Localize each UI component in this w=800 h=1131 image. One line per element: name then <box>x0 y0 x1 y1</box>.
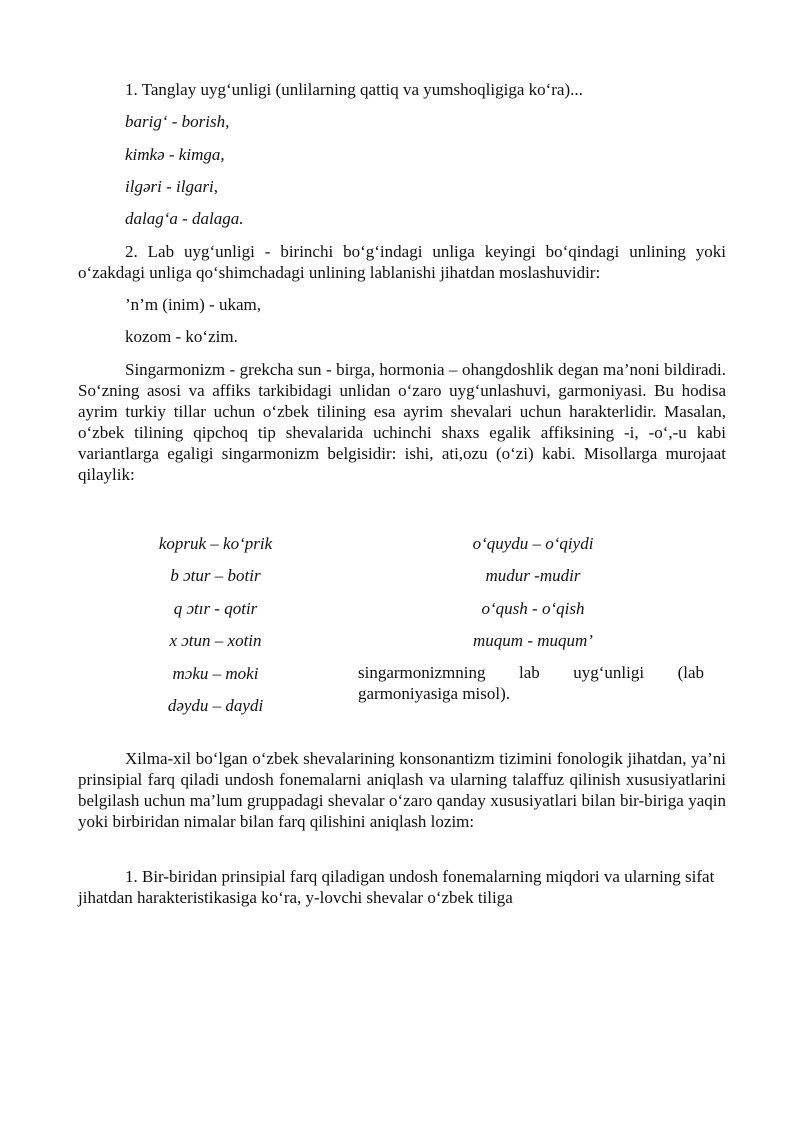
paragraph-konsonantizm: Xilma-xil bo‘lgan o‘zbek shevalarining konsonantizm tizimini fonologik jihatdan, ya’ni prinsipial farq qiladi undosh fonemalarni aniqlash va ularning talaffuz qilinish xususiyatlarini belgilash uchun ma’lum gruppadagi shevalar o‘zaro qanday xususiyatlari bilan bir-biriga yaqin yoki birbiridan nimalar bilan farq qilishini aniqlash lozim: <box>78 749 726 831</box>
right-example: mudur -mudir <box>485 566 581 585</box>
paragraph-singarmonizm: Singarmonizm - grekcha sun - birga, hormonia – ohangdoshlik degan ma’noni bildiradi. So‘zning asosi va affiks tarkibidagi unlidan o‘zaro uyg‘unlashuvi, garmoniyasi. Bu hodisa ayrim turkiy tillar uchun o‘zbek tilining esa ayrim shevalari uchun harakterlidir. Masalan, o‘zbek tilining qipchoq tip shevalarida uchinchi shaxs egalik affiksining -i, -o‘,-u kabi variantlarga egaligi singarmonizm belgisidir: ishi, ati,ozu (o‘zi) kabi. Misollarga murojaat qilaylik: <box>78 360 726 484</box>
left-example: q ɔtır - qotir <box>173 599 258 618</box>
left-example: b ɔtur – botir <box>170 566 261 585</box>
left-example: x ɔtun – xotin <box>169 631 262 650</box>
section1-heading: 1. Tanglay uyg‘unligi (unlilarning qattiq va yumshoqligiga ko‘ra)... <box>125 80 583 99</box>
example-line: kimkə - kimga, <box>125 145 225 164</box>
left-example: kopruk – ko‘prik <box>158 534 273 553</box>
example-line: ilgəri - ilgari, <box>125 177 219 196</box>
example-line: kozom - ko‘zim. <box>125 327 238 346</box>
left-example: mɔku – moki <box>172 664 259 683</box>
right-example: muqum - muqum’ <box>473 631 593 650</box>
paragraph-point1: 1. Bir-biridan prinsipial farq qiladigan undosh fonemalarning miqdori va ularning sifat jihatdan harakteristikasiga ko‘ra, y-lovchi shevalar o‘zbek tiliga <box>78 867 715 907</box>
right-example: o‘qush - o‘qish <box>481 599 585 618</box>
section2-heading: 2. Lab uyg‘unligi - birinchi bo‘g‘indagi unliga keyingi bo‘qindagi unlining yoki o‘zakdagi unliga qo‘shimchadagi unlining lablanishi jihatdan moslashuvidir: <box>78 242 726 282</box>
left-example: dəydu – daydi <box>167 696 264 715</box>
example-line: ’n’m (inim) - ukam, <box>125 295 261 314</box>
examples-note: singarmonizmning lab uyg‘unligi (lab garmoniyasiga misol). <box>358 663 704 703</box>
right-example: o‘quydu – o‘qiydi <box>472 534 594 553</box>
example-line: dalag‘a - dalaga. <box>125 209 244 228</box>
example-line: barig‘ - borish, <box>125 112 230 131</box>
